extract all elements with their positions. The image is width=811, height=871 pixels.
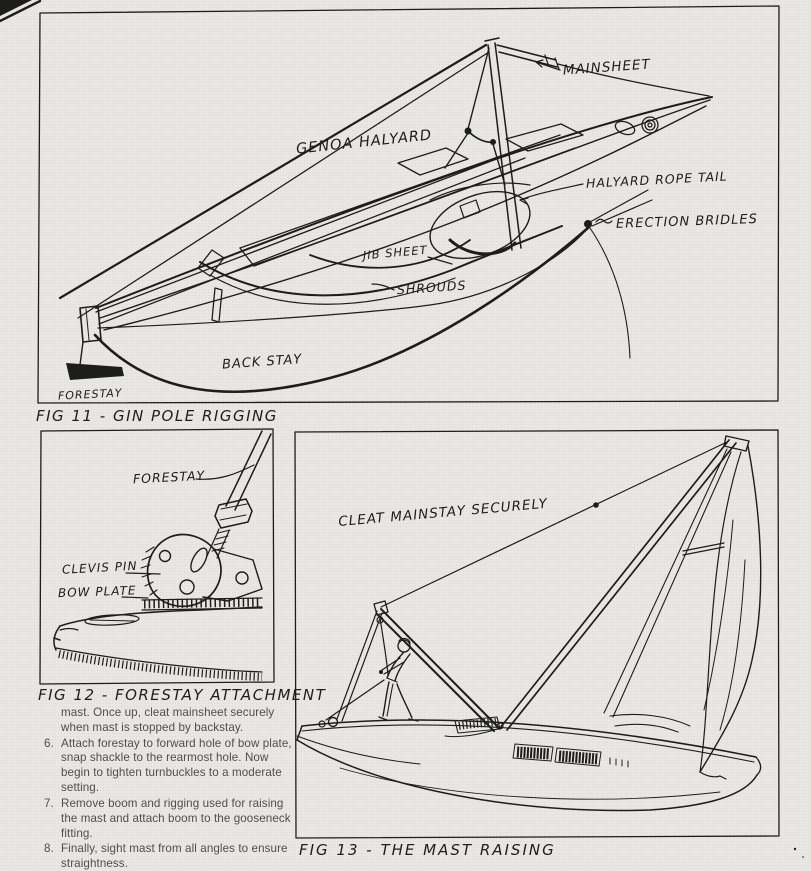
instruction-item (44, 737, 294, 796)
instruction-number: 7. (44, 796, 54, 810)
instructions-intro: mast. Once up, cleat mainsheet securely when mast is stopped by backstay. (61, 706, 275, 734)
fig11-label-genoa-halyard: GENOA HALYARD (295, 127, 433, 158)
fig11-label-halyard-rope-tail: HALYARD ROPE TAIL (585, 168, 729, 191)
fig12-caption: FIG 12 - FORESTAY ATTACHMENT (38, 686, 327, 704)
instruction-text: Attach forestay to forward hole of bow plate, snap shackle to the rearmost hole. Now begin to tighten turnbuckles to a moderate setting. (61, 736, 292, 795)
fig13-border (295, 430, 779, 838)
instruction-text: Finally, sight mast from all angles to ensure straightness. (61, 842, 288, 871)
fig13-panel (295, 430, 779, 838)
fig11-label-forestay: FORESTAY (57, 386, 123, 403)
instructions-list (44, 737, 294, 871)
fig13-caption: FIG 13 - THE MAST RAISING (299, 841, 556, 859)
fig12-panel (40, 429, 274, 684)
instruction-text: Remove boom and rigging used for raising the mast and attach boom to the gooseneck fitting. (61, 796, 291, 840)
instructions-text (44, 706, 294, 871)
fig11-label-back-stay: BACK STAY (221, 352, 303, 373)
fig13-label-cleat-mainstay: CLEAT MAINSTAY SECURELY (337, 495, 549, 530)
fig11-caption: FIG 11 - GIN POLE RIGGING (36, 407, 278, 425)
instruction-item (44, 797, 294, 841)
fig11-label-shrouds: SHROUDS (396, 277, 467, 298)
instruction-number: 8. (44, 842, 54, 856)
fig13-labels (338, 496, 550, 530)
fig12-sketch (54, 431, 271, 677)
fig13-sketch (297, 436, 761, 810)
fig12-label-bow-plate: BOW PLATE (57, 583, 137, 601)
fig12-label-forestay: FORESTAY (132, 467, 206, 487)
fig11-labels (58, 56, 758, 402)
fig11-panel (38, 6, 779, 403)
instruction-number: 6. (44, 736, 54, 750)
fig11-boat-sketch (60, 38, 712, 392)
fig11-label-jib-sheet: JIB SHEET (362, 242, 429, 263)
fig12-label-clevis-pin: CLEVIS PIN (61, 558, 138, 577)
fig11-border (38, 6, 779, 403)
fig11-label-mainsheet: MAINSHEET (562, 56, 652, 79)
fig11-label-erection-bridles: ERECTION BRIDLES (615, 211, 759, 232)
instruction-item (44, 842, 294, 871)
